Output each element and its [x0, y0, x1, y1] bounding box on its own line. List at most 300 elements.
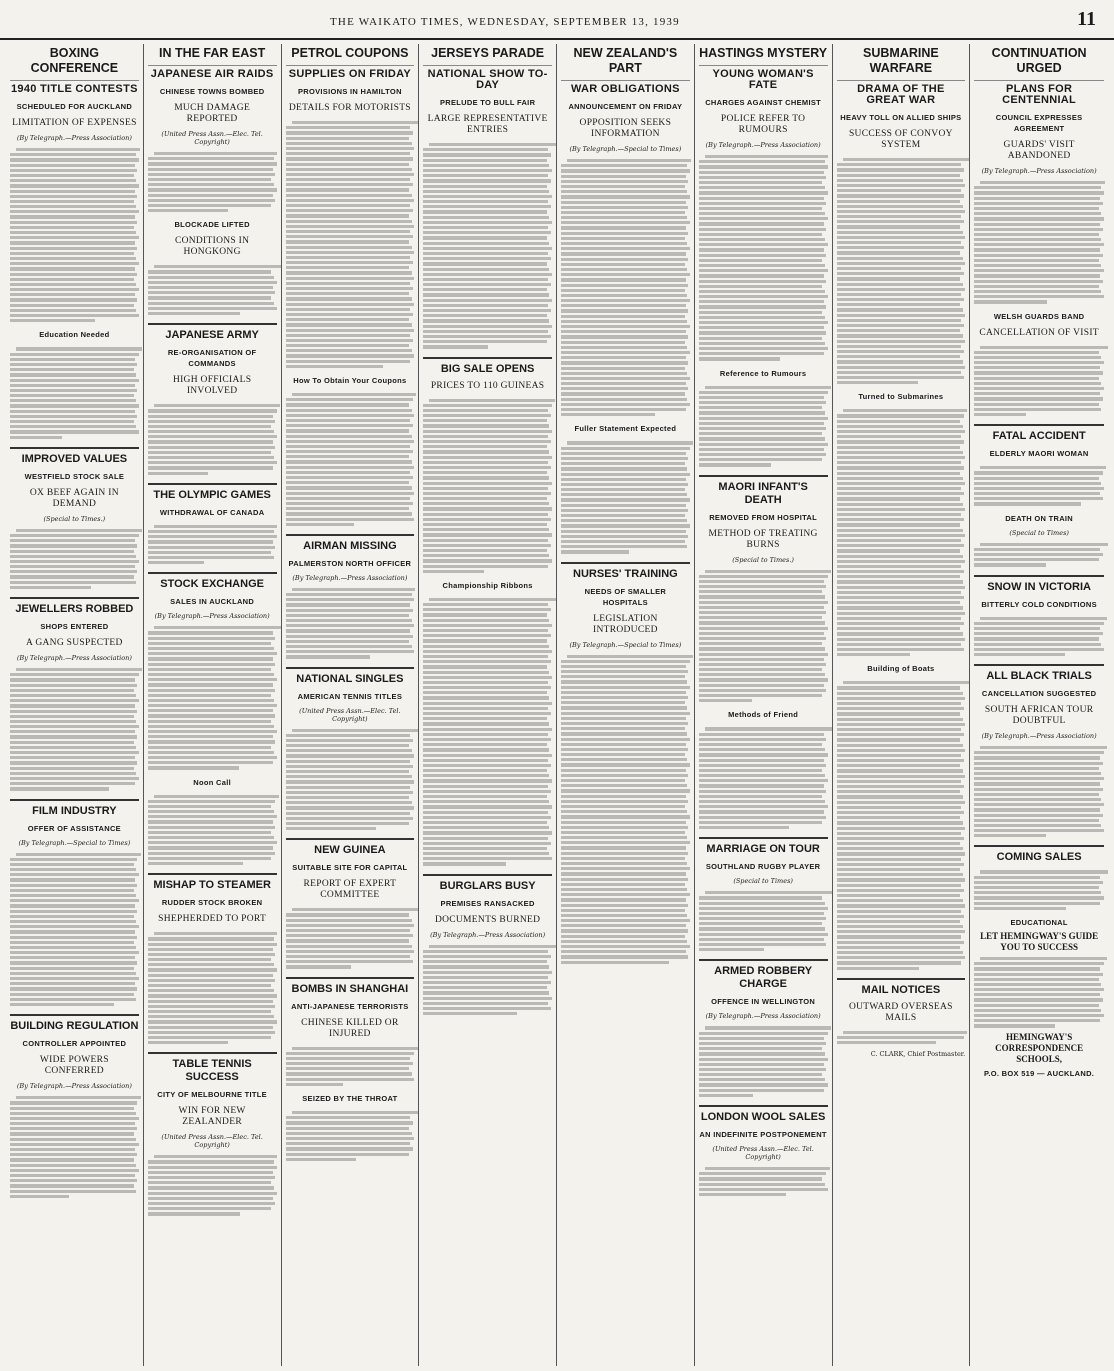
body-text — [837, 1027, 966, 1049]
text-line — [10, 550, 134, 553]
text-line — [699, 694, 823, 697]
text-line — [561, 701, 685, 704]
text-line — [837, 899, 963, 902]
text-line — [837, 497, 961, 500]
text-line — [10, 436, 62, 439]
text-line — [699, 305, 826, 308]
text-line — [423, 309, 550, 312]
text-line — [974, 392, 1100, 395]
text-line — [423, 513, 548, 516]
text-line — [699, 611, 826, 614]
text-line — [10, 1107, 134, 1110]
subheading: MUCH DAMAGE REPORTED — [174, 103, 251, 124]
text-line — [148, 307, 277, 310]
text-line — [974, 782, 1100, 785]
text-line — [148, 1202, 275, 1205]
text-line — [837, 277, 961, 280]
text-line — [974, 280, 1102, 283]
section-headline: MARRIAGE ON TOUR — [699, 837, 828, 858]
text-line — [10, 575, 134, 578]
body-text — [10, 664, 139, 795]
text-line — [974, 896, 1104, 899]
text-line — [561, 195, 690, 198]
text-line — [837, 262, 966, 265]
text-line — [286, 734, 411, 737]
text-line — [699, 759, 824, 762]
text-line — [423, 837, 548, 840]
text-line — [837, 930, 966, 933]
text-line — [699, 907, 828, 910]
text-line — [10, 725, 139, 728]
text-line — [423, 299, 552, 302]
text-line — [423, 619, 549, 622]
text-line — [10, 555, 136, 558]
body-text — [286, 1107, 415, 1165]
body-text — [148, 148, 277, 216]
text-line — [561, 509, 688, 512]
text-line — [148, 846, 273, 849]
text-line — [974, 238, 1101, 241]
text-line — [10, 278, 134, 281]
text-line — [10, 221, 137, 224]
text-line — [423, 986, 547, 989]
text-line — [561, 335, 688, 338]
subheading: POLICE REFER TO RUMOURS — [720, 114, 806, 135]
text-line — [561, 961, 669, 964]
text-line — [286, 780, 415, 783]
text-line — [561, 413, 655, 416]
text-line — [10, 673, 139, 676]
section-headline: FATAL ACCIDENT — [974, 424, 1104, 445]
text-line — [974, 377, 1099, 380]
text-line — [699, 642, 823, 645]
text-line — [974, 361, 1104, 364]
text-line — [286, 1132, 412, 1135]
subheading: OFFER OF ASSISTANCE — [27, 823, 121, 833]
text-line — [286, 1147, 413, 1150]
text-line — [837, 863, 964, 866]
text-line — [699, 616, 823, 619]
text-line — [837, 523, 961, 526]
text-line — [699, 311, 823, 314]
text-line — [148, 1212, 241, 1215]
text-line — [148, 958, 272, 961]
text-line — [10, 699, 139, 702]
text-line — [699, 290, 825, 293]
text-line — [10, 257, 136, 260]
text-line — [561, 519, 687, 522]
text-line — [699, 228, 826, 231]
text-line — [837, 575, 961, 578]
text-line — [561, 304, 686, 307]
dateline: (By Telegraph.—Press Association) — [981, 732, 1097, 741]
body-text — [148, 521, 277, 569]
text-line — [423, 226, 548, 229]
text-line — [148, 209, 228, 212]
dateline: (United Press Assn.—Elec. Tel. Copyright) — [161, 130, 263, 146]
body-text — [561, 651, 690, 968]
text-line — [423, 409, 548, 412]
text-line — [148, 631, 273, 634]
section-headline: JAPANESE ARMY — [148, 323, 277, 344]
text-line — [561, 904, 688, 907]
text-line — [699, 1073, 823, 1076]
text-line — [974, 829, 1104, 832]
text-line — [699, 1042, 826, 1045]
text-line — [561, 950, 686, 953]
text-line — [10, 772, 136, 775]
subheading: DRAMA OF THE GREAT WAR — [857, 83, 945, 106]
text-line — [148, 1160, 274, 1163]
text-line — [699, 248, 824, 251]
text-line — [699, 933, 828, 936]
text-line — [10, 678, 135, 681]
text-line — [292, 588, 416, 591]
text-line — [699, 233, 823, 236]
section-headline: LONDON WOOL SALES — [699, 1105, 828, 1126]
text-line — [286, 455, 410, 458]
text-line — [699, 202, 826, 205]
text-line — [561, 919, 690, 922]
text-line — [974, 1004, 1099, 1007]
text-line — [423, 345, 487, 348]
text-line — [10, 1153, 137, 1156]
text-line — [699, 321, 828, 324]
text-line — [699, 1183, 825, 1186]
subheading: HIGH OFFICIALS INVOLVED — [172, 375, 252, 397]
body-text — [10, 849, 139, 1011]
subheading: SOUTHLAND RUGBY PLAYER — [705, 862, 821, 872]
text-line — [423, 733, 548, 736]
text-line — [561, 524, 690, 527]
text-line — [10, 190, 135, 193]
text-line — [286, 806, 415, 809]
subheading: Championship Ribbons — [442, 580, 533, 590]
text-line — [699, 601, 828, 604]
text-line — [837, 606, 963, 609]
dateline: (United Press Assn.—Elec. Tel. Copyright) — [712, 1145, 814, 1161]
text-line — [561, 258, 688, 261]
text-line — [423, 816, 550, 819]
text-line — [423, 200, 548, 203]
text-line — [148, 953, 275, 956]
text-line — [10, 247, 137, 250]
text-line — [423, 764, 550, 767]
text-line — [10, 363, 137, 366]
text-line — [423, 976, 548, 979]
text-line — [286, 913, 410, 916]
text-line — [16, 347, 142, 350]
text-line — [561, 467, 687, 470]
subheading: DETAILS FOR MOTORISTS — [288, 103, 411, 113]
text-line — [10, 384, 135, 387]
text-line — [699, 443, 828, 446]
text-line — [837, 518, 964, 521]
text-line — [974, 223, 1100, 226]
article-headline: NEW ZEALAND'S PART — [561, 44, 690, 81]
text-line — [837, 308, 963, 311]
text-line — [423, 811, 548, 814]
text-line — [148, 1000, 273, 1003]
text-line — [148, 1031, 275, 1034]
text-line — [699, 896, 823, 899]
text-line — [699, 186, 825, 189]
body-text — [561, 155, 690, 420]
text-line — [10, 226, 134, 229]
text-line — [561, 361, 688, 364]
text-line — [10, 298, 137, 301]
text-line — [148, 831, 272, 834]
text-line — [286, 292, 410, 295]
text-line — [286, 409, 412, 412]
text-line — [423, 857, 552, 860]
section-headline: BUILDING REGULATION — [10, 1014, 139, 1035]
subheading: WIDE POWERS CONFERRED — [39, 1055, 109, 1077]
text-line — [699, 411, 825, 414]
body-text — [699, 566, 828, 707]
text-line — [699, 1094, 753, 1097]
text-line — [837, 241, 962, 244]
text-line — [561, 216, 687, 219]
text-line — [837, 935, 962, 938]
text-line — [10, 993, 134, 996]
text-line — [561, 221, 690, 224]
text-line — [148, 937, 274, 940]
body-text — [699, 887, 828, 955]
body-text — [423, 594, 552, 870]
dateline: (By Telegraph.—Press Association) — [705, 1012, 821, 1021]
column-2 — [144, 44, 282, 1366]
text-line — [148, 1005, 275, 1008]
subheading: PLANS FOR CENTENNIAL — [1002, 83, 1077, 106]
text-line — [974, 643, 1101, 646]
text-line — [10, 570, 137, 573]
text-line — [837, 456, 966, 459]
subheading: CHINESE TOWNS BOMBED — [159, 87, 265, 96]
text-line — [699, 463, 771, 466]
text-line — [561, 800, 688, 803]
text-line — [10, 868, 136, 871]
text-line — [286, 476, 413, 479]
text-line — [148, 440, 273, 443]
text-line — [10, 777, 139, 780]
newspaper-columns — [6, 44, 1108, 1366]
text-line — [705, 1026, 831, 1029]
newspaper-title: THE WAIKATO TIMES, WEDNESDAY, SEPTEMBER 13, 1939 — [330, 16, 680, 28]
text-line — [148, 430, 274, 433]
text-line — [699, 795, 823, 798]
text-line — [561, 309, 688, 312]
text-line — [974, 973, 1102, 976]
text-line — [148, 1192, 277, 1195]
text-line — [561, 893, 690, 896]
body-text — [974, 462, 1104, 510]
text-line — [699, 948, 765, 951]
text-line — [699, 243, 828, 246]
text-line — [286, 445, 411, 448]
text-line — [974, 983, 1101, 986]
text-line — [980, 466, 1106, 469]
text-line — [286, 801, 412, 804]
text-line — [423, 482, 552, 485]
body-text — [148, 1151, 277, 1219]
text-line — [10, 231, 136, 234]
text-line — [837, 775, 966, 778]
text-line — [286, 271, 412, 274]
text-line — [561, 294, 687, 297]
text-line — [837, 246, 964, 249]
subheading: BLOCKADE LIFTED — [174, 220, 250, 230]
text-line — [699, 938, 824, 941]
text-line — [10, 252, 134, 255]
text-line — [837, 612, 966, 615]
text-line — [699, 347, 828, 350]
text-line — [561, 351, 690, 354]
text-line — [974, 366, 1100, 369]
dateline: (Special to Times.) — [43, 514, 106, 523]
text-line — [148, 281, 277, 284]
text-line — [10, 1101, 137, 1104]
text-line — [837, 513, 962, 516]
text-line — [10, 368, 134, 371]
text-line — [286, 1158, 357, 1161]
text-line — [10, 967, 134, 970]
text-line — [423, 185, 547, 188]
text-line — [148, 756, 277, 759]
text-line — [10, 389, 137, 392]
text-line — [148, 446, 275, 449]
text-line — [699, 575, 828, 578]
text-line — [148, 296, 272, 299]
text-line — [699, 1032, 828, 1035]
text-line — [154, 152, 278, 155]
text-line — [837, 340, 966, 343]
text-line — [699, 342, 825, 345]
text-line — [10, 430, 139, 433]
text-line — [837, 733, 964, 736]
text-line — [10, 930, 135, 933]
text-line — [286, 754, 415, 757]
text-line — [423, 330, 548, 333]
text-line — [837, 632, 963, 635]
subheading: CONTROLLER APPOINTED — [22, 1039, 127, 1049]
article-headline: PETROL COUPONS — [286, 44, 415, 66]
text-line — [423, 461, 548, 464]
body-text — [10, 343, 139, 442]
text-line — [699, 595, 825, 598]
text-line — [974, 962, 1104, 965]
text-line — [286, 183, 413, 186]
text-line — [974, 274, 1100, 277]
text-line — [974, 1009, 1101, 1012]
text-line — [10, 153, 136, 156]
subheading: OX BEEF AGAIN IN DEMAND — [29, 487, 119, 509]
text-line — [148, 836, 274, 839]
text-line — [148, 761, 273, 764]
text-line — [10, 741, 134, 744]
section-headline: FILM INDUSTRY — [10, 799, 139, 820]
text-line — [561, 242, 687, 245]
text-line — [423, 325, 552, 328]
text-line — [292, 1047, 418, 1050]
text-line — [561, 665, 686, 668]
text-line — [974, 558, 1099, 561]
text-line — [429, 143, 557, 146]
text-line — [148, 943, 277, 946]
text-line — [837, 565, 962, 568]
body-text — [699, 151, 828, 365]
subheading: CONDITIONS IN HONGKONG — [174, 236, 250, 258]
text-line — [16, 668, 142, 671]
subheading: WITHDRAWAL OF CANADA — [159, 507, 265, 517]
text-line — [561, 320, 687, 323]
subheading: HEAVY TOLL ON ALLIED SHIPS — [840, 113, 962, 122]
text-line — [699, 448, 824, 451]
text-line — [148, 270, 272, 273]
text-line — [837, 878, 966, 881]
text-line — [286, 796, 410, 799]
text-line — [699, 632, 824, 635]
text-line — [699, 769, 823, 772]
section-headline: TABLE TENNIS SUCCESS — [148, 1052, 277, 1086]
text-line — [10, 565, 135, 568]
text-line — [837, 314, 966, 317]
text-line — [423, 523, 547, 526]
text-line — [974, 502, 1080, 505]
text-line — [974, 627, 1100, 630]
text-line — [561, 273, 690, 276]
body-text — [286, 584, 415, 663]
text-line — [10, 720, 136, 723]
text-line — [561, 774, 688, 777]
text-line — [837, 334, 963, 337]
text-line — [10, 982, 135, 985]
text-line — [837, 842, 961, 845]
text-line — [974, 397, 1102, 400]
text-line — [699, 1172, 826, 1175]
text-line — [837, 707, 964, 710]
text-line — [837, 894, 961, 897]
text-line — [286, 960, 413, 963]
text-line — [561, 732, 687, 735]
text-line — [837, 951, 963, 954]
text-line — [974, 243, 1104, 246]
body-text — [974, 953, 1104, 1032]
text-line — [286, 466, 415, 469]
text-line — [286, 655, 371, 658]
text-line — [423, 314, 547, 317]
text-line — [423, 1007, 550, 1010]
text-line — [423, 445, 547, 448]
text-line — [699, 176, 826, 179]
text-line — [148, 979, 275, 982]
subheading: ANTI-JAPANESE TERRORISTS — [291, 1001, 409, 1011]
text-line — [974, 967, 1100, 970]
text-line — [286, 502, 413, 505]
text-line — [423, 257, 550, 260]
text-line — [423, 554, 549, 557]
text-line — [148, 657, 273, 660]
body-text — [974, 177, 1104, 308]
text-line — [423, 971, 552, 974]
signature: C. CLARK, Chief Postmaster. — [870, 1050, 966, 1059]
subheading: WELSH GUARDS BAND — [993, 311, 1085, 321]
text-line — [699, 427, 826, 430]
text-line — [423, 487, 548, 490]
text-line — [423, 210, 547, 213]
body-text — [974, 866, 1104, 914]
text-line — [286, 1142, 411, 1145]
